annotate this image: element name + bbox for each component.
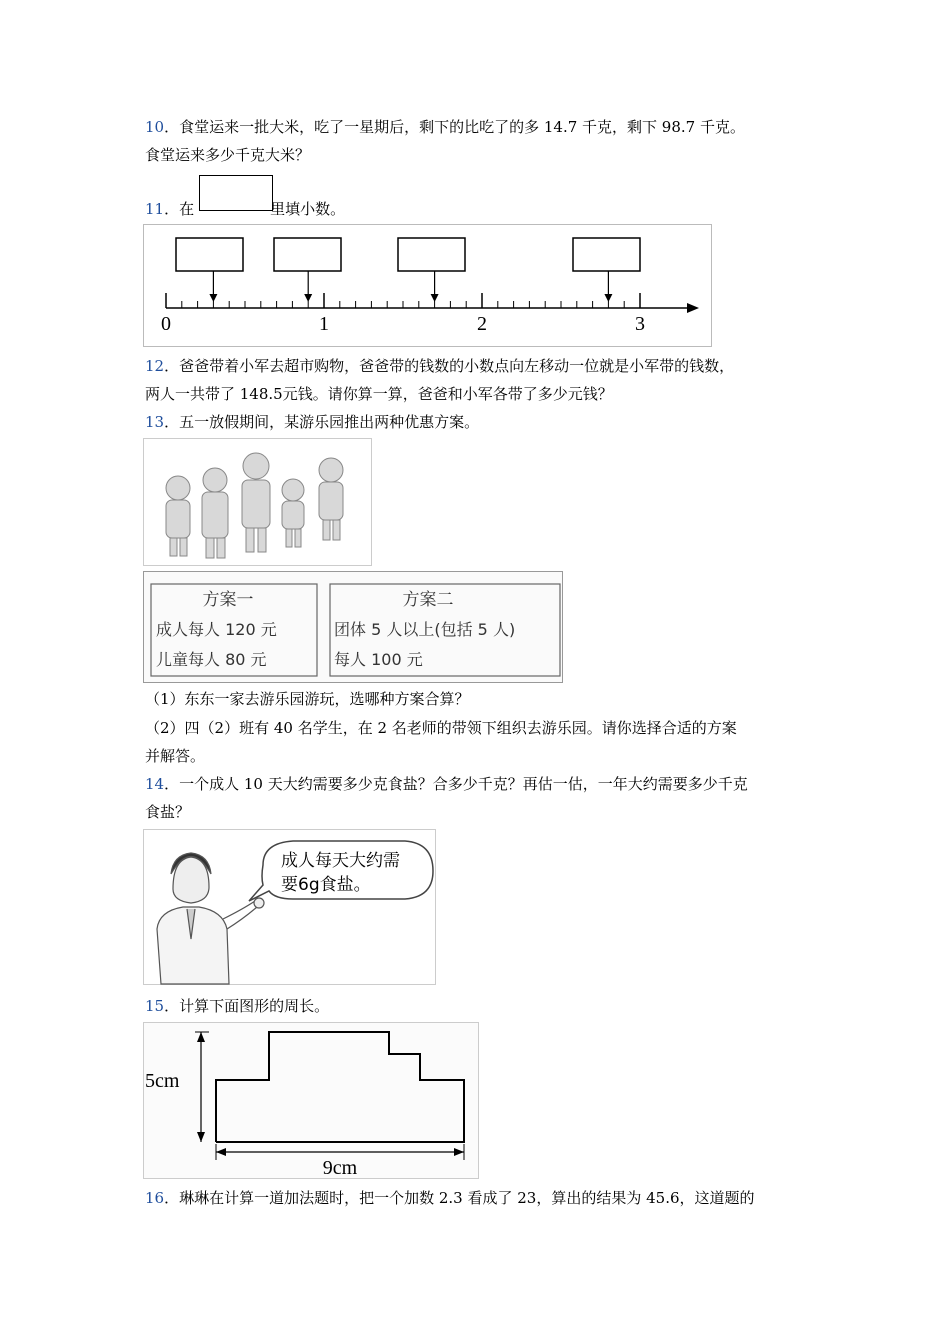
q11-text-after: 里填小数。 xyxy=(270,200,346,218)
q12-line-1 xyxy=(145,356,734,376)
q13-sub-2-line-1: （2）四（2）班有 40 名学生，在 2 名老师的带领下组织去游乐园。请你选择合适的方案 xyxy=(145,719,737,737)
q13-text-1: ．五一放假期间，某游乐园推出两种优惠方案。 xyxy=(164,413,480,431)
q14-number: 14 xyxy=(145,775,165,793)
family-illustration xyxy=(143,438,372,566)
plans-figure xyxy=(143,571,563,683)
tick-label-0: 0 xyxy=(161,313,171,335)
q16-text-1: ．琳琳在计算一道加法题时，把一个加数 2.3 看成了 23，算出的结果为 45.6，这道题的 xyxy=(164,1189,755,1207)
answer-box-4 xyxy=(573,238,640,271)
tick-label-1: 1 xyxy=(319,313,329,335)
q10-line-2: 食堂运来多少千克大米？ xyxy=(145,146,311,164)
perimeter-figure xyxy=(143,1022,479,1179)
q10-number: 10 xyxy=(145,118,165,136)
q16-number: 16 xyxy=(145,1189,165,1207)
plan-1-title: 方案一 xyxy=(202,590,254,610)
q13-line-1 xyxy=(145,412,479,432)
height-label: 5cm xyxy=(145,1070,180,1092)
q13-number: 13 xyxy=(145,413,165,431)
q16-line-1 xyxy=(145,1188,755,1208)
q13-sub-1: （1）东东一家去游乐园游玩，选哪种方案合算？ xyxy=(145,690,470,708)
q13-sub-2-line-2: 并解答。 xyxy=(145,747,206,765)
answer-box-1 xyxy=(176,238,243,271)
q10-text-1: ．食堂运来一批大米，吃了一星期后，剩下的比吃了的多 14.7 千克，剩下 98.7 千克。 xyxy=(164,118,745,136)
pointer-arrowhead-1 xyxy=(209,294,217,302)
q11-text-before: ．在 xyxy=(164,200,195,218)
width-label: 9cm xyxy=(322,1157,358,1179)
doctor-figure xyxy=(157,853,264,984)
q12-number: 12 xyxy=(145,357,165,375)
number-line-arrowhead xyxy=(687,303,699,313)
bubble-text-1: 成人每天大约需 xyxy=(281,851,400,871)
doctor-illustration xyxy=(143,829,436,985)
pointer-arrowhead-2 xyxy=(304,294,312,302)
q14-line-1 xyxy=(145,774,748,794)
answer-box-2 xyxy=(274,238,341,271)
q11-number: 11 xyxy=(145,200,165,218)
q12-line-2: 两人一共带了 148.5元钱。请你算一算，爸爸和小军各带了多少元钱？ xyxy=(145,385,613,403)
tick-label-3: 3 xyxy=(635,313,645,335)
pointer-arrowhead-3 xyxy=(431,294,439,302)
plan-1-row-2: 儿童每人 80 元 xyxy=(156,650,267,669)
q14-text-1: ．一个成人 10 天大约需要多少克食盐？合多少千克？再估一估，一年大约需要多少千克 xyxy=(164,775,748,793)
bubble-text-2: 要6g食盐。 xyxy=(281,875,371,895)
number-line xyxy=(161,238,699,335)
q10-line-1 xyxy=(145,117,745,137)
answer-box-3 xyxy=(398,238,465,271)
q12-text-1: ．爸爸带着小军去超市购物，爸爸带的钱数的小数点向左移动一位就是小军带的钱数， xyxy=(164,357,735,375)
q15-text-1: ．计算下面图形的周长。 xyxy=(164,997,330,1015)
plan-2-title: 方案二 xyxy=(402,590,454,610)
tick-label-2: 2 xyxy=(477,313,487,335)
number-line-figure xyxy=(143,224,713,348)
q15-number: 15 xyxy=(145,997,165,1015)
pointer-arrowhead-4 xyxy=(604,294,612,302)
plan-2-row-2: 每人 100 元 xyxy=(334,650,423,669)
q11-line xyxy=(145,199,345,219)
q14-line-2: 食盐？ xyxy=(145,803,191,821)
plan-2-row-1: 团体 5 人以上(包括 5 人) xyxy=(334,620,516,639)
plan-1-row-1: 成人每人 120 元 xyxy=(156,620,277,639)
q15-line-1 xyxy=(145,996,329,1016)
